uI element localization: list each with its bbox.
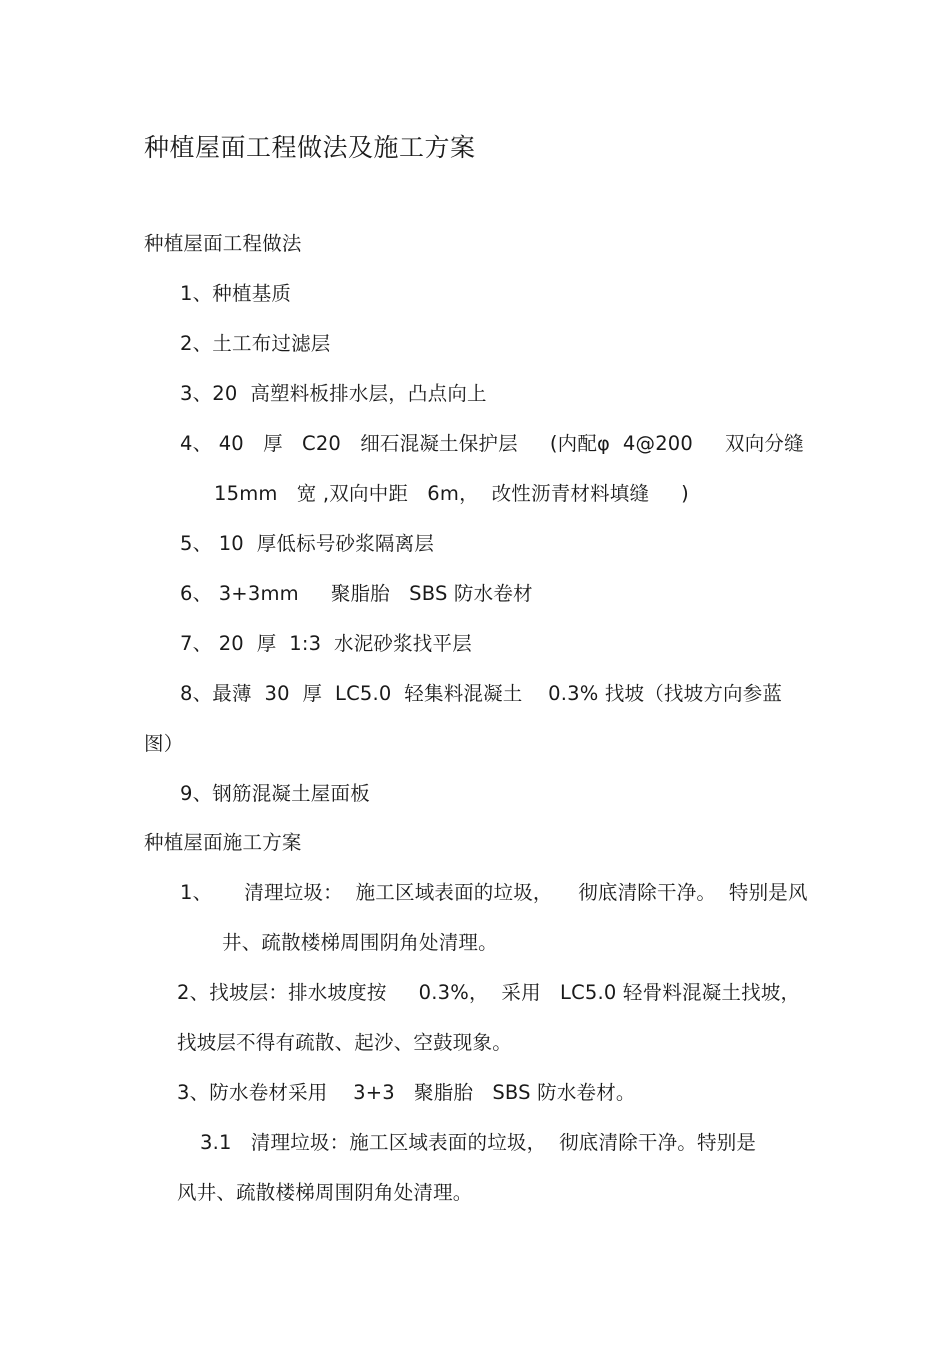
list-item: 3.1 清理垃圾：施工区域表面的垃圾， 彻底清除干净。特别是 <box>200 1131 757 1154</box>
list-item: 1、 清理垃圾： 施工区域表面的垃圾， 彻底清除干净。 特别是风 <box>180 881 808 904</box>
list-item-continuation: 找坡层不得有疏散、起沙、空鼓现象。 <box>177 1031 512 1054</box>
list-item: 5、 10 厚低标号砂浆隔离层 <box>180 532 435 555</box>
list-item-continuation: 15mm 宽 ,双向中距 6m， 改性沥青材料填缝 ) <box>214 482 689 505</box>
list-item: 8、最薄 30 厚 LC5.0 轻集料混凝土 0.3% 找坡（找坡方向参蓝 <box>180 682 783 705</box>
list-item: 3、防水卷材采用 3+3 聚脂胎 SBS 防水卷材。 <box>177 1081 636 1104</box>
list-item: 1、种植基质 <box>180 282 292 305</box>
list-item-continuation: 图） <box>144 732 184 755</box>
page-title: 种植屋面工程做法及施工方案 <box>144 133 476 162</box>
list-item: 3、20 高塑料板排水层，凸点向上 <box>180 382 487 405</box>
list-item: 9、钢筋混凝土屋面板 <box>180 782 370 805</box>
list-item: 6、 3+3mm 聚脂胎 SBS 防水卷材 <box>180 582 533 605</box>
section-heading: 种植屋面工程做法 <box>144 232 302 255</box>
list-item: 7、 20 厚 1:3 水泥砂浆找平层 <box>180 632 472 655</box>
list-item: 2、找坡层：排水坡度按 0.3%， 采用 LC5.0 轻骨料混凝土找坡， <box>177 981 801 1004</box>
list-item-continuation: 井、疏散楼梯周围阴角处清理。 <box>222 931 498 954</box>
list-item: 2、土工布过滤层 <box>180 332 331 355</box>
section-heading: 种植屋面施工方案 <box>144 831 302 854</box>
list-item-continuation: 风井、疏散楼梯周围阴角处清理。 <box>177 1181 473 1204</box>
list-item: 4、 40 厚 C20 细石混凝土保护层 (内配φ 4@200 双向分缝 <box>180 432 804 455</box>
